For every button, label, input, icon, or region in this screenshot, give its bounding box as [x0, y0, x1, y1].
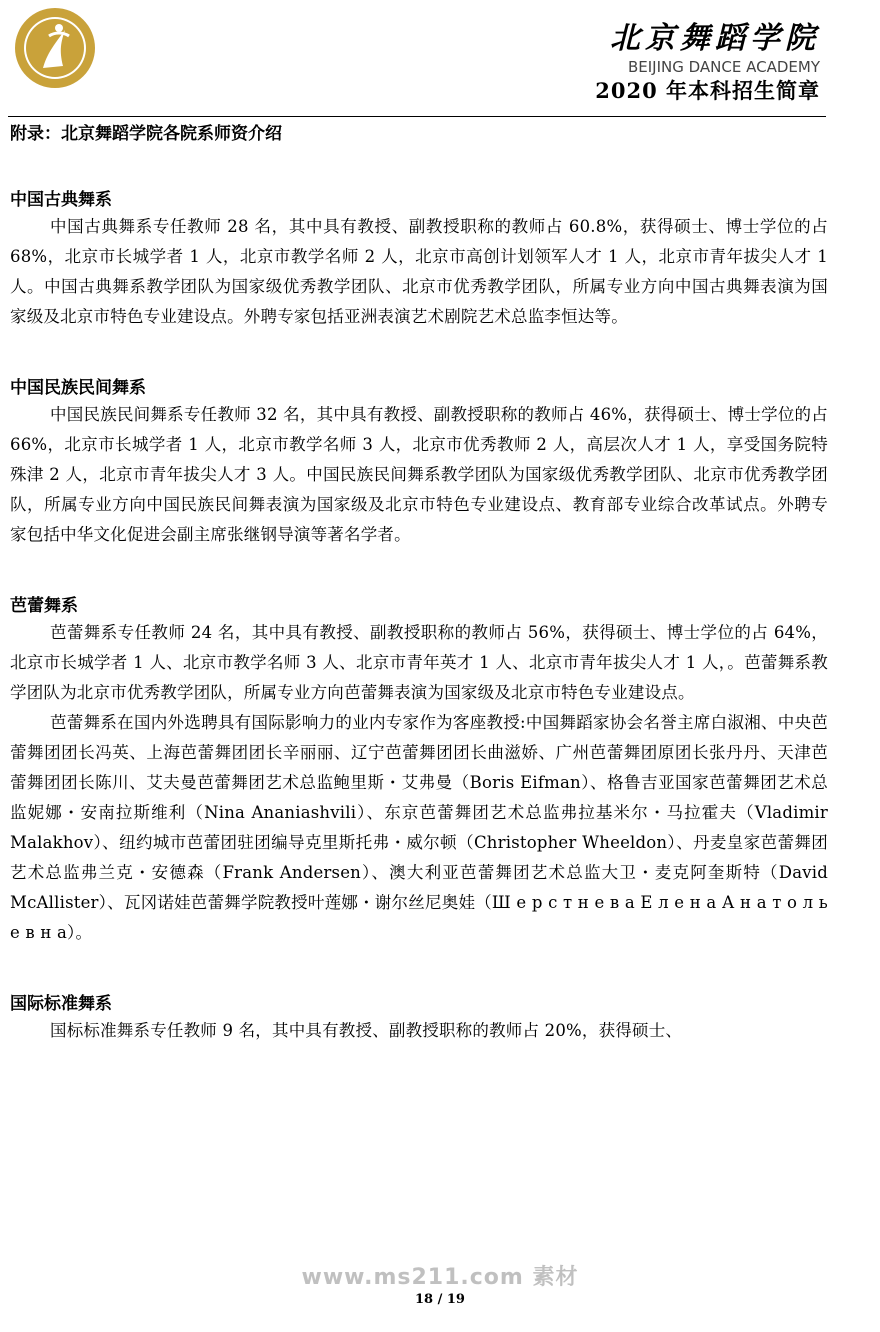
page-content	[10, 122, 828, 1090]
page-header	[0, 0, 880, 118]
section-paragraph: 中国民族民间舞系专任教师 32 名，其中具有教授、副教授职称的教师占 46%，获得硕士、博士学位的占 66%，北京市长城学者 1 人，北京市教学名师 3 人，北京市优秀教师 2 人，高层次人才 1 人，享受国务院特殊津 2 人，北京市青年拔尖人才 3 人。中国民族民间舞系教学团队为国家级优秀教学团队、北京市优秀教学团队，所属专业方向中国民族民间舞表演为国家级及北京市特色专业建设点、教育部专业综合改革试点。外聘专家包括中华文化促进会副主席张继钢导演等著名学者。	[10, 405, 828, 544]
appendix-title: 附录：北京舞蹈学院各院系师资介绍	[10, 124, 282, 144]
brochure-subtitle: 2020 年本科招生简章	[595, 78, 820, 103]
header-rule	[8, 116, 826, 117]
page-number: 18 / 19	[415, 1292, 465, 1307]
section-title: 国际标准舞系	[10, 994, 112, 1014]
section-ballroom-dance	[10, 992, 828, 1046]
section-title: 芭蕾舞系	[10, 596, 78, 616]
brand-chinese-name: 北京舞蹈学院	[610, 21, 820, 56]
section-paragraph: 国标标准舞系专任教师 9 名，其中具有教授、副教授职称的教师占 20%，获得硕士、	[50, 1021, 683, 1040]
brand-english-name: BEIJING DANCE ACADEMY	[627, 58, 820, 76]
section-paragraph: 芭蕾舞系在国内外选聘具有国际影响力的业内专家作为客座教授:中国舞蹈家协会名誉主席白淑湘、中央芭蕾舞团团长冯英、上海芭蕾舞团团长辛丽丽、辽宁芭蕾舞团团长曲滋娇、广州芭蕾舞团原团长张丹丹、天津芭蕾舞团团长陈川、艾夫曼芭蕾舞团艺术总监鲍里斯・艾弗曼（Boris Eifman）、格鲁吉亚国家芭蕾舞团艺术总监妮娜・安南拉斯维利（Nina Ananiashvili）、东京芭蕾舞团艺术总监弗拉基米尔・马拉霍夫（Vladimir Malakhov）、纽约城市芭蕾团驻团编导克里斯托弗・威尔顿（Christopher Wheeldon）、丹麦皇家芭蕾舞团艺术总监弗兰克・安德森（Frank Andersen）、澳大利亚芭蕾舞团艺术总监大卫・麦克阿奎斯特（David McAllister）、瓦冈诺娃芭蕾舞学院教授叶莲娜・谢尔丝尼奥娃（Ш е р с т н е в а Е л е н а А н а т о л ь е в н а）。	[10, 713, 828, 942]
section-folk-dance	[10, 376, 828, 550]
section-classical-dance	[10, 188, 828, 332]
section-title: 中国民族民间舞系	[10, 378, 146, 398]
section-ballet	[10, 594, 828, 948]
academy-seal-icon	[13, 6, 97, 90]
section-paragraph: 中国古典舞系专任教师 28 名，其中具有教授、副教授职称的教师占 60.8%，获得硕士、博士学位的占 68%，北京市长城学者 1 人，北京市教学名师 2 人，北京市高创计划领军人才 1 人，北京市青年拔尖人才 1 人。中国古典舞系教学团队为国家级优秀教学团队、北京市优秀教学团队，所属专业方向中国古典舞表演为国家级及北京市特色专业建设点。外聘专家包括亚洲表演艺术剧院艺术总监李恒达等。	[10, 217, 828, 326]
section-paragraph: 芭蕾舞系专任教师 24 名，其中具有教授、副教授职称的教师占 56%，获得硕士、博士学位的占 64%，北京市长城学者 1 人、北京市教学名师 3 人、北京市青年英才 1 人、北京市青年拔尖人才 1 人，。芭蕾舞系教学团队为北京市优秀教学团队，所属专业方向芭蕾舞表演为国家级及北京市特色专业建设点。	[10, 623, 828, 702]
watermark: www.ms211.com 素材	[301, 1265, 579, 1290]
brand-block	[595, 22, 820, 104]
section-title: 中国古典舞系	[10, 190, 112, 210]
